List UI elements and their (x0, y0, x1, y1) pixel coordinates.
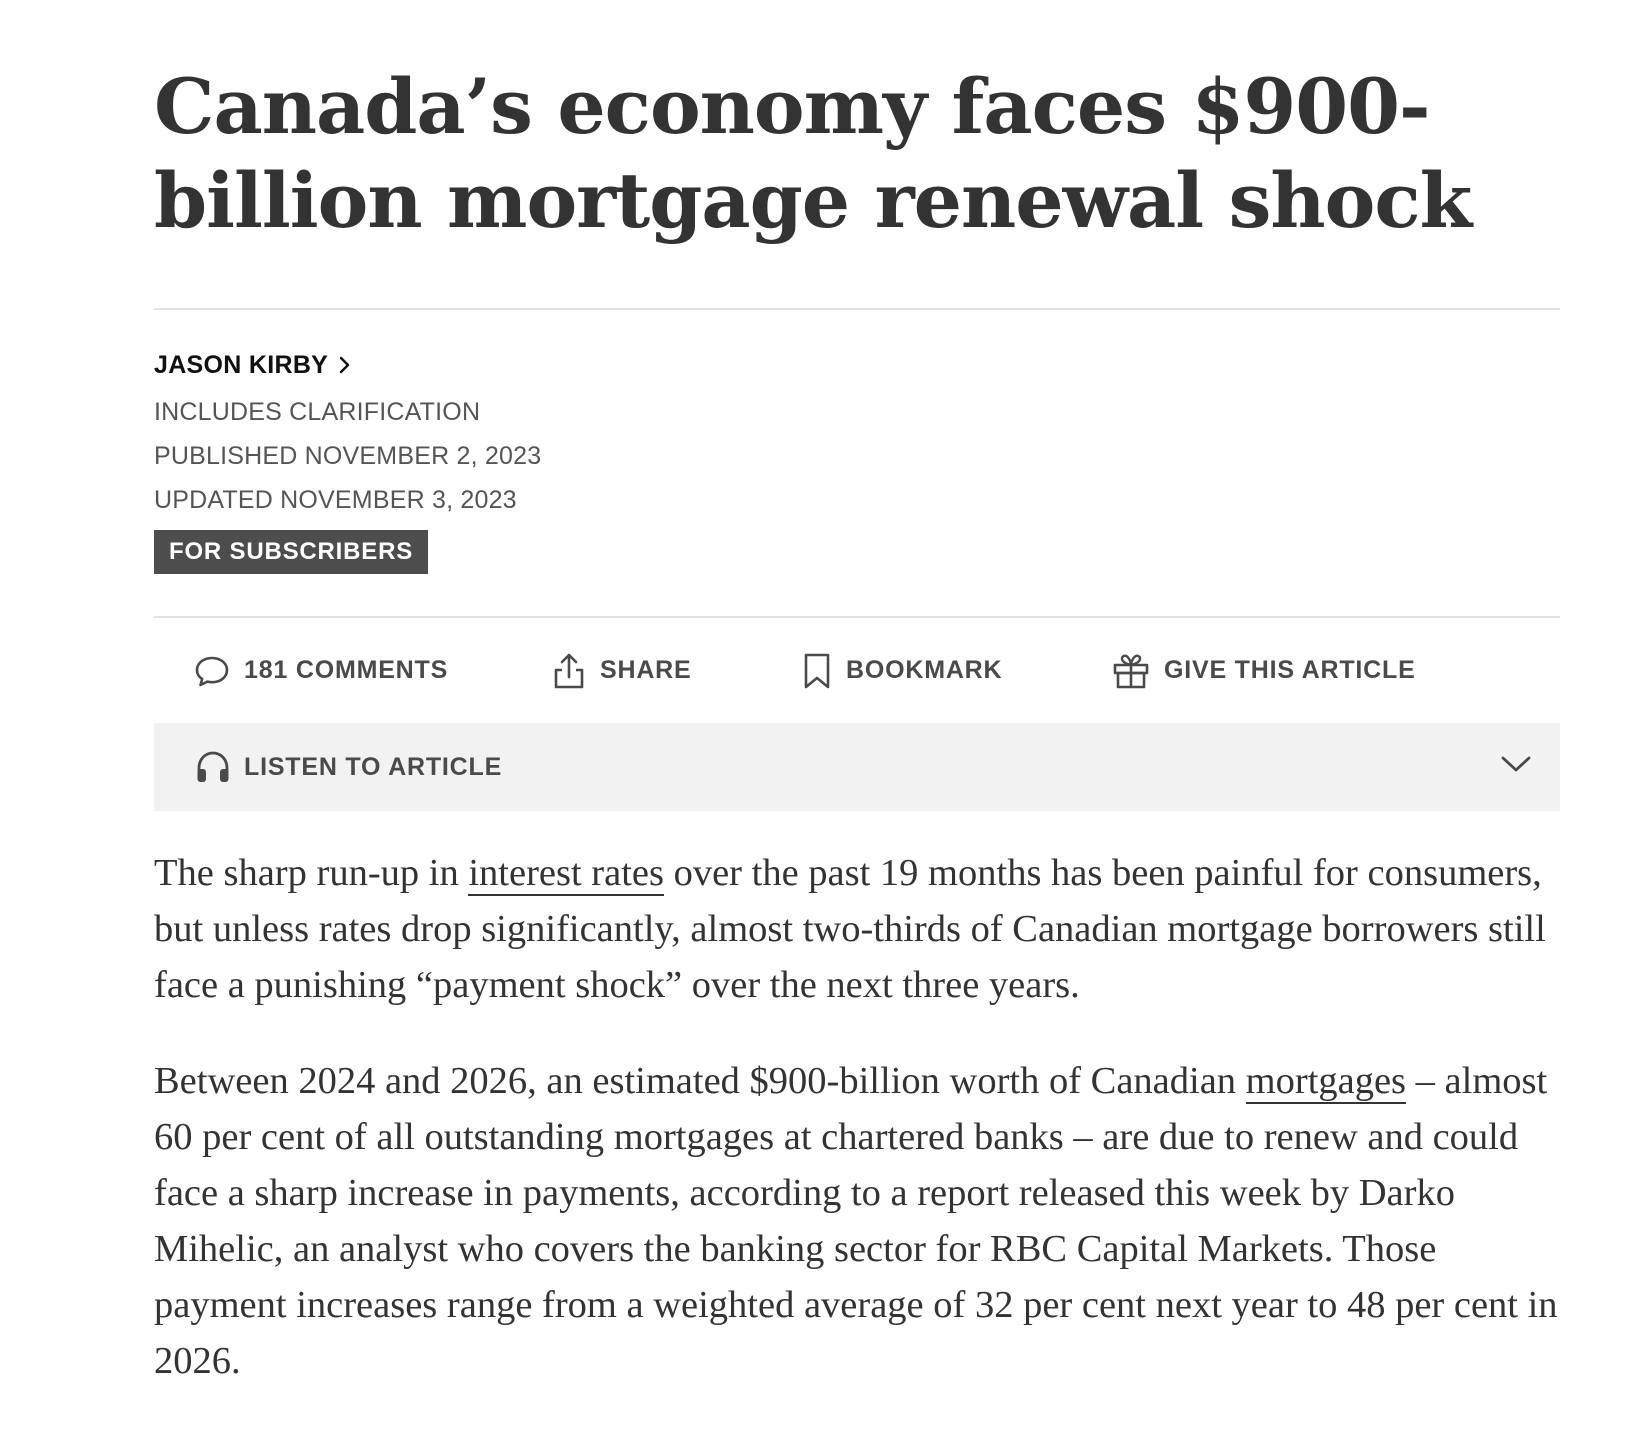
article-body (154, 811, 1560, 1389)
paragraph-1-text-a: The sharp run-up in (154, 852, 469, 894)
article-headline: Canada’s economy faces $900-billion mortgage renewal shock (154, 62, 1472, 245)
interest-rates-link[interactable]: interest rates (468, 852, 664, 894)
bookmark-button[interactable] (802, 618, 1002, 723)
author-link[interactable] (154, 348, 1560, 382)
headphones-icon (194, 749, 232, 785)
give-article-label[interactable]: GIVE THIS ARTICLE (1164, 656, 1416, 684)
share-button[interactable] (552, 618, 692, 723)
paragraph-2-text-a: Between 2024 and 2026, an estimated $900-billion worth of Canadian (154, 1060, 1246, 1102)
bookmark-icon (802, 651, 832, 691)
article-actions (154, 618, 1560, 723)
clarification-note: INCLUDES CLARIFICATION (154, 398, 481, 426)
article (154, 0, 1560, 1429)
speech-bubble-icon (194, 654, 230, 688)
give-article-button[interactable] (1112, 618, 1416, 723)
comments-button[interactable] (194, 618, 448, 723)
paragraph-2 (154, 1053, 1560, 1389)
mortgages-link[interactable]: mortgages (1245, 1060, 1407, 1102)
gift-icon (1112, 651, 1150, 691)
share-upload-icon (552, 651, 586, 691)
paragraph-1-text-b: over the past 19 months has been painful for consumers, but unless rates drop significantly, almost two-thirds of Canadian mortgage borrowers still face a punishing “payment shock” over the next three years. (154, 852, 1546, 1006)
listen-to-article-bar[interactable] (154, 723, 1560, 811)
updated-date: UPDATED NOVEMBER 3, 2023 (154, 486, 517, 514)
share-label[interactable]: SHARE (600, 656, 692, 684)
chevron-down-icon[interactable] (1500, 753, 1532, 775)
comments-label[interactable]: 181 COMMENTS (244, 656, 449, 684)
paragraph-2-text-b: – almost 60 per cent of all outstanding mortgages at chartered banks – are due to renew and could face a sharp increase in payments, according to a report released this week by Darko Mihelic, an analyst who covers the banking sector for RBC Capital Markets. Those payment increases range from a weighted average of 32 per cent next year to 48 per cent in 2026. (154, 1060, 1558, 1382)
listen-label[interactable]: LISTEN TO ARTICLE (244, 752, 503, 781)
author-name[interactable]: JASON KIRBY (154, 350, 329, 379)
subscribers-badge: FOR SUBSCRIBERS (154, 530, 428, 574)
article-meta (154, 310, 1560, 574)
bookmark-label[interactable]: BOOKMARK (846, 656, 1003, 684)
paragraph-1 (154, 845, 1560, 1013)
chevron-right-icon (336, 353, 354, 377)
published-date: PUBLISHED NOVEMBER 2, 2023 (154, 442, 542, 470)
